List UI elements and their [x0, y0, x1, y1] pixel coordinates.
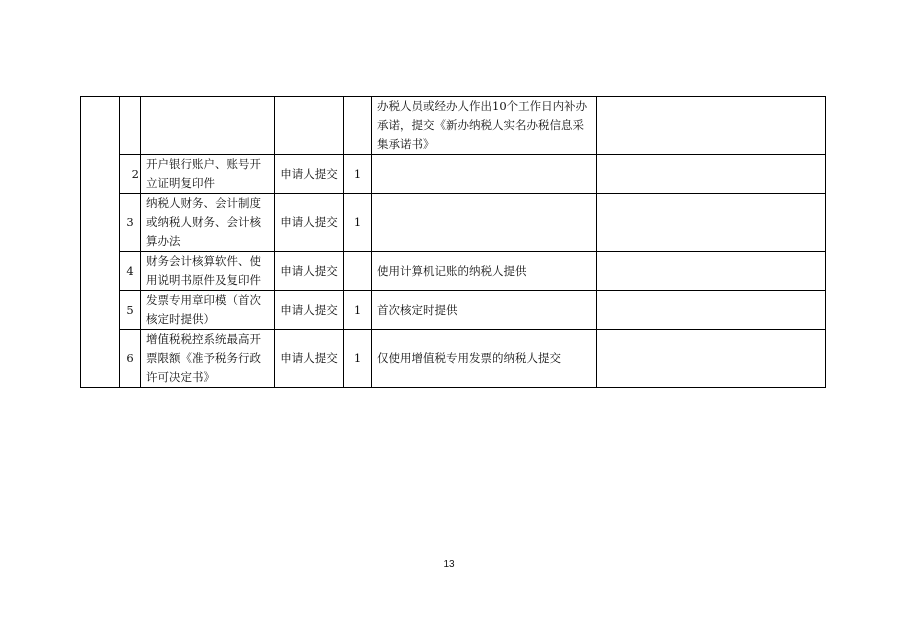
- material-source: 申请人提交: [275, 252, 344, 291]
- material-name: [141, 97, 275, 155]
- material-note: 仅使用增值税专用发票的纳税人提交: [372, 330, 597, 388]
- material-source: 申请人提交: [275, 155, 344, 194]
- material-extra: [597, 291, 826, 330]
- material-extra: [597, 252, 826, 291]
- material-name: 发票专用章印模（首次核定时提供）: [141, 291, 275, 330]
- category-cell: [81, 97, 120, 388]
- material-quantity: 1: [344, 291, 372, 330]
- table-row: [81, 97, 826, 155]
- row-number: 2: [120, 155, 141, 194]
- material-extra: [597, 155, 826, 194]
- row-number: [120, 97, 141, 155]
- row-number: 3: [120, 194, 141, 252]
- table-row: [81, 155, 826, 194]
- material-quantity: 1: [344, 155, 372, 194]
- material-source: 申请人提交: [275, 291, 344, 330]
- material-name: 纳税人财务、会计制度或纳税人财务、会计核算办法: [141, 194, 275, 252]
- material-extra: [597, 97, 826, 155]
- material-source: 申请人提交: [275, 194, 344, 252]
- material-extra: [597, 330, 826, 388]
- material-name: 增值税税控系统最高开票限额《准予税务行政许可决定书》: [141, 330, 275, 388]
- table-row: [81, 291, 826, 330]
- material-note: 办税人员或经办人作出10个工作日内补办承诺，提交《新办纳税人实名办税信息采集承诺书》: [372, 97, 597, 155]
- material-name: 财务会计核算软件、使用说明书原件及复印件: [141, 252, 275, 291]
- materials-table: [80, 96, 826, 388]
- material-note: 使用计算机记账的纳税人提供: [372, 252, 597, 291]
- row-number: 6: [120, 330, 141, 388]
- material-source: [275, 97, 344, 155]
- table-row: [81, 330, 826, 388]
- table-row: [81, 194, 826, 252]
- row-number: 5: [120, 291, 141, 330]
- material-quantity: [344, 252, 372, 291]
- material-quantity: 1: [344, 330, 372, 388]
- material-name: 开户银行账户、账号开立证明复印件: [141, 155, 275, 194]
- material-source: 申请人提交: [275, 330, 344, 388]
- material-note: [372, 194, 597, 252]
- material-note: 首次核定时提供: [372, 291, 597, 330]
- material-quantity: 1: [344, 194, 372, 252]
- table-row: [81, 252, 826, 291]
- material-quantity: [344, 97, 372, 155]
- row-number: 4: [120, 252, 141, 291]
- page-number: 13: [443, 559, 455, 570]
- material-note: [372, 155, 597, 194]
- material-extra: [597, 194, 826, 252]
